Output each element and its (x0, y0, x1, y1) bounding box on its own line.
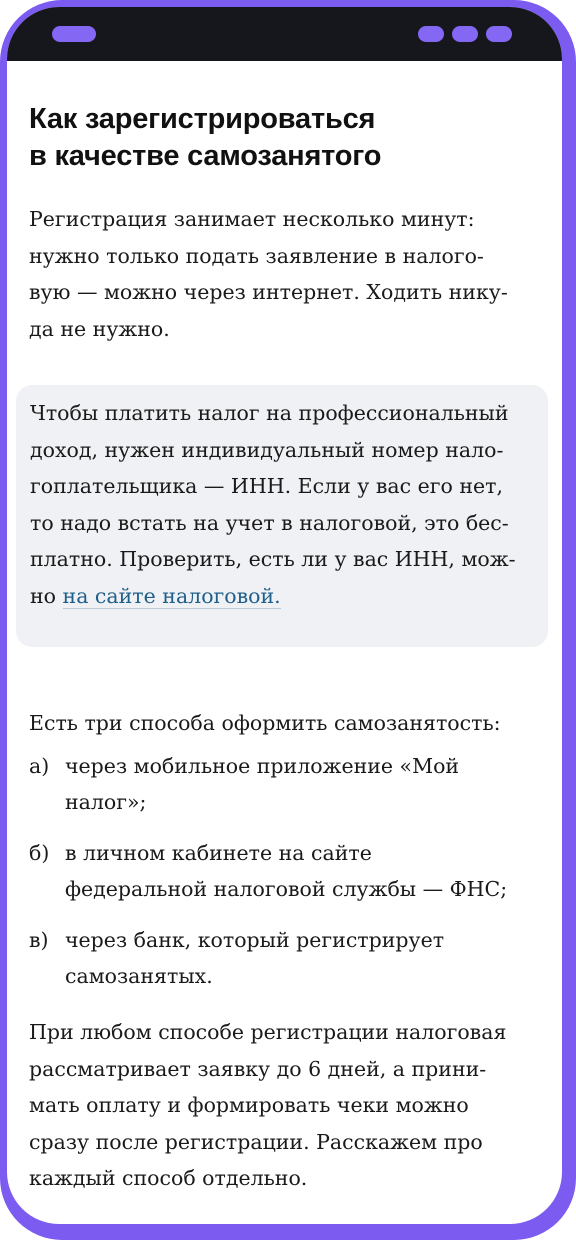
list-item (29, 748, 549, 821)
page-title (29, 101, 541, 175)
intro-line: да не нужно. (29, 316, 170, 341)
list-item (29, 835, 549, 908)
list-item-text: налог»; (65, 790, 147, 814)
methods-list (29, 748, 549, 995)
callout-paragraph (30, 395, 545, 614)
callout-line: то надо встать на учет в налоговой, это бес- (30, 510, 509, 535)
intro-line: Регистрация занимает несколько минут: (29, 207, 475, 231)
final-line: рассматривает заявку до 6 дней, а прини- (29, 1056, 487, 1081)
list-item-marker: в) (29, 927, 49, 952)
status-dot-icon (452, 26, 478, 42)
inn-callout (16, 385, 548, 647)
list-item (29, 922, 549, 995)
list-item-text: через банк, который регистрирует (65, 927, 445, 952)
article-content (29, 101, 541, 341)
final-line: каждый способ отдельно. (29, 1166, 308, 1190)
methods-lead: Есть три способа оформить самозанятость: (29, 711, 501, 735)
callout-line: доход, нужен индивидуальный номер нало- (30, 437, 504, 462)
list-item-text: через мобильное приложение «Мой (65, 753, 460, 778)
final-line: мать оплату и формировать чеки можно (29, 1093, 469, 1117)
methods-section (29, 705, 549, 995)
phone-screen (7, 7, 562, 1224)
status-dot-icon (486, 26, 512, 42)
callout-last-prefix: но (30, 583, 63, 608)
callout-line: гоплательщика — ИНН. Если у вас его нет, (30, 474, 503, 498)
list-item-text: в личном кабинете на сайте (65, 840, 372, 865)
intro-paragraph (29, 201, 541, 347)
list-item-marker: б) (29, 840, 50, 865)
final-line: При любом способе регистрации налоговая (29, 1020, 507, 1044)
list-item-text: федеральной налоговой службы — ФНС; (65, 877, 508, 901)
tax-site-link[interactable]: на сайте налоговой. (62, 583, 281, 608)
callout-line: платно. Проверить, есть ли у вас ИНН, мож- (30, 547, 516, 571)
callout-line: Чтобы платить налог на профессиональный (30, 401, 509, 425)
final-paragraph (29, 1014, 549, 1197)
final-line: сразу после регистрации. Расскажем про (29, 1129, 483, 1154)
title-line-1: Как зарегистрироваться (29, 103, 376, 135)
status-pill-icon (52, 26, 96, 42)
status-bar (7, 7, 562, 61)
title-line-2: в качестве самозанятого (29, 140, 382, 172)
intro-line: вую — можно через интернет. Ходить нику- (29, 280, 508, 304)
list-item-text: самозанятых. (65, 964, 213, 988)
status-dot-icon (418, 26, 444, 42)
intro-line: нужно только подать заявление в налого- (29, 243, 484, 268)
callout-line (30, 578, 545, 615)
list-item-marker: а) (29, 753, 50, 778)
